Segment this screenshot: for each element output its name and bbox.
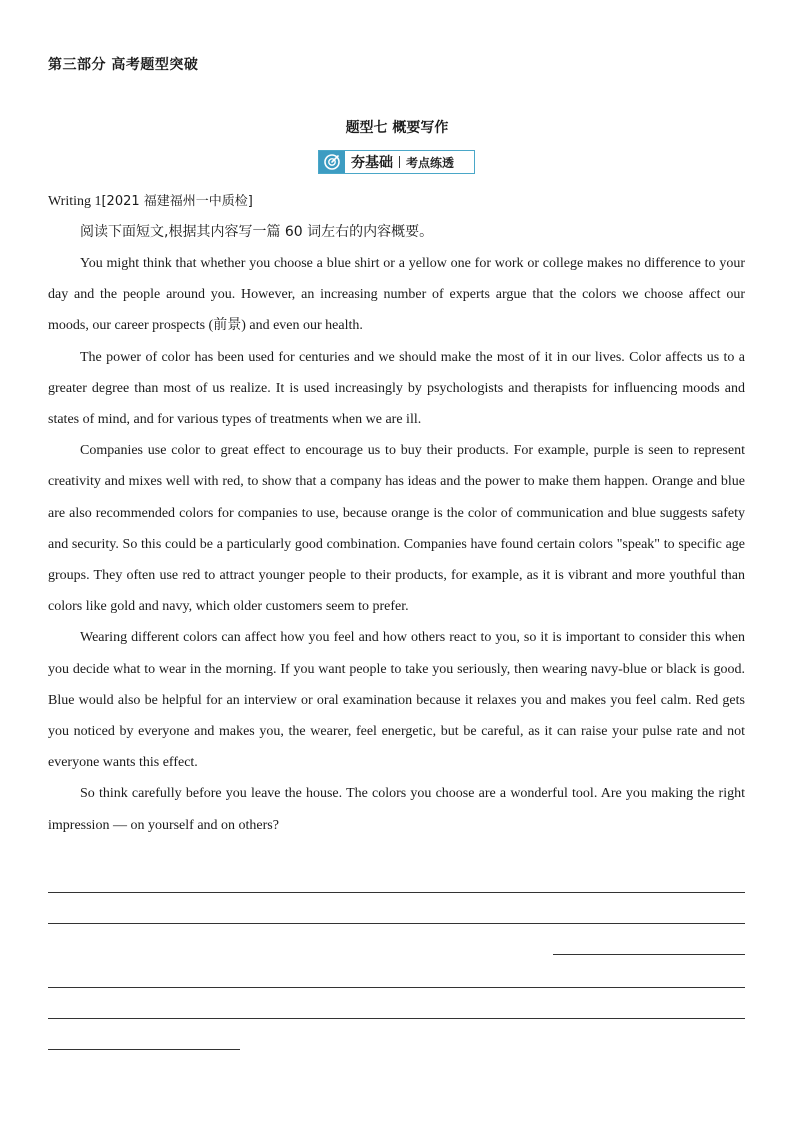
badge-sub-label: 考点练透 xyxy=(406,155,455,170)
answer-line[interactable] xyxy=(48,923,745,924)
answer-line[interactable] xyxy=(553,954,745,955)
target-check-icon xyxy=(319,151,345,173)
question-type-title: 题型七 概要写作 xyxy=(345,120,449,136)
passage-paragraph: Wearing different colors can affect how you feel and how others react to you, so it is important to consider this when you decide what to wear in the morning. If you want people to take you seriously, then wearing navy-blue or black is good. Blue would also be helpful for an interview or oral examination because it relaxes you and makes you feel calm. Red gets you noticed by everyone and makes you, the wearer, feel energetic, but be careful, as it can raise your pulse rate and not everyone wants this effect. xyxy=(48,630,745,771)
passage-paragraph: The power of color has been used for centuries and we should make the most of it in our lives. Color affects us to a greater degree than most of us realize. It is used increasingly by psychologists and therapists for influencing moods and states of mind, and for various types of treatments when we are ill. xyxy=(48,349,745,428)
section-label: 第三部分 高考题型突破 xyxy=(48,57,199,73)
passage-paragraph: So think carefully before you leave the house. The colors you choose are a wonderful tool. Are you making the right impression — on yourself and on others? xyxy=(48,786,745,833)
badge-main-label: 夯基础 xyxy=(351,155,393,171)
answer-line[interactable] xyxy=(48,1049,240,1050)
task-instruction: 阅读下面短文,根据其内容写一篇 60 词左右的内容概要。 xyxy=(80,224,434,240)
answer-line[interactable] xyxy=(48,1018,745,1019)
passage-paragraph: You might think that whether you choose a blue shirt or a yellow one for work or college makes no difference to your day and the people around you. However, an increasing number of experts argue that the colors we choose affect our moods, our career prospects (前景) and even our health. xyxy=(48,256,745,334)
answer-line[interactable] xyxy=(48,892,745,893)
reading-passage xyxy=(48,248,745,841)
practice-badge xyxy=(318,150,475,174)
writing-heading xyxy=(48,190,253,210)
writing-source: [2021 福建福州一中质检] xyxy=(101,194,253,209)
passage-paragraph: Companies use color to great effect to encourage us to buy their products. For example, purple is seen to represent creativity and mixes well with red, to show that a company has ideas and the power to make them happen. Orange and blue are also recommended colors for companies to use, because orange is the color of communication and blue suggests safety and security. So this could be a particularly good combination. Companies have found certain colors "speak" to specific age groups. They often use red to attract younger people to their products, for example, as it is vibrant and more youthful than colors like gold and navy, which older customers seem to prefer. xyxy=(48,443,745,615)
answer-line[interactable] xyxy=(48,987,745,988)
writing-number: Writing 1 xyxy=(48,194,102,209)
